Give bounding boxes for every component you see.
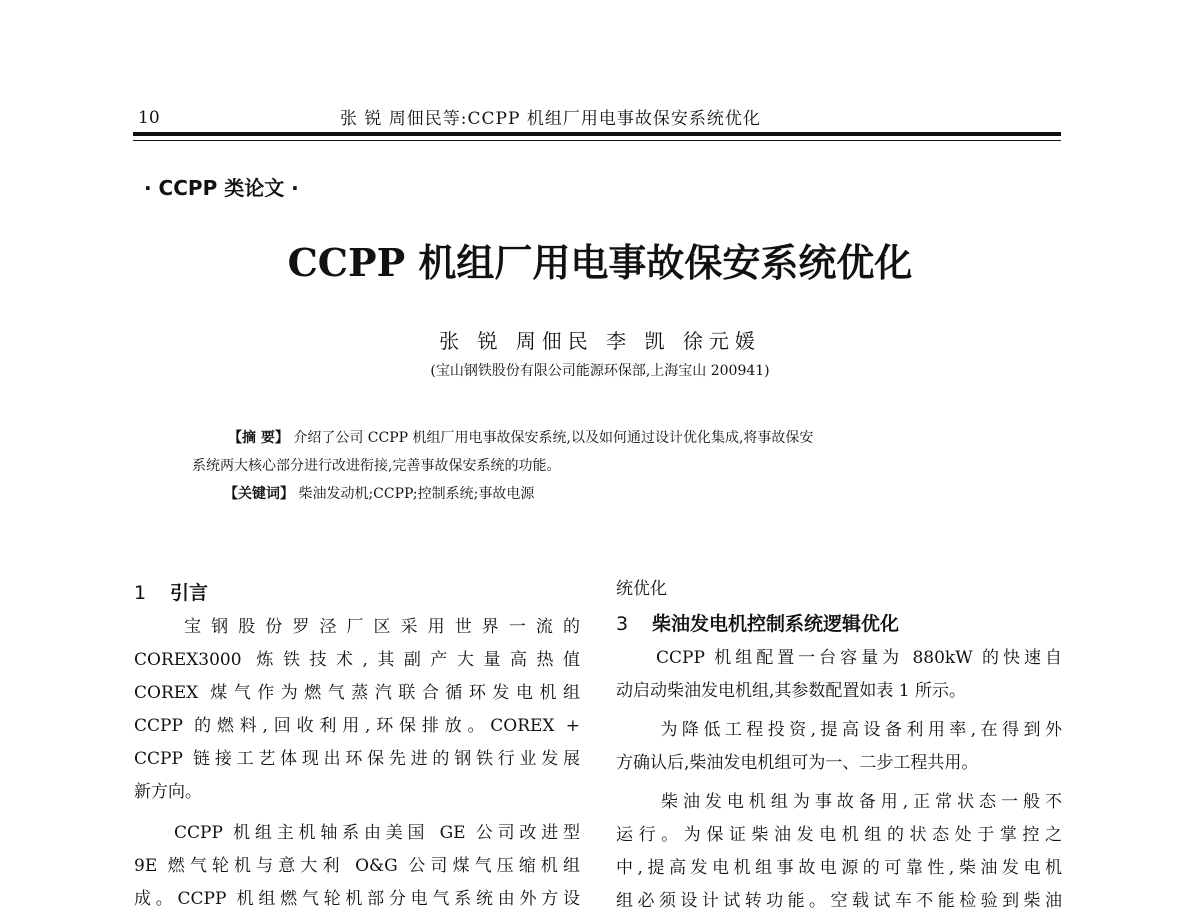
section-number: 3 — [616, 613, 629, 635]
column-label: · CCPP 类论文 · — [144, 176, 299, 200]
paragraph — [134, 817, 580, 916]
paragraph — [616, 786, 1062, 918]
paper-title: CCPP 机组厂用电事故保安系统优化 — [287, 240, 913, 285]
left-column — [134, 575, 580, 916]
header-rule-thick — [133, 132, 1061, 136]
section-title: 引言 — [170, 582, 209, 604]
text-line: CCPP 链接工艺体现出环保先进的钢铁行业发展 — [134, 749, 580, 769]
section-number: 1 — [134, 582, 147, 604]
text-line: 统优化 — [616, 579, 667, 599]
right-column — [616, 573, 1062, 918]
header-rule-thin — [133, 140, 1061, 141]
text-line: 中,提高发电机组事故电源的可靠性,柴油发电机 — [616, 858, 1062, 878]
section-title: 柴油发电机控制系统逻辑优化 — [652, 613, 900, 635]
text-line: 运行。为保证柴油发电机组的状态处于掌控之 — [616, 825, 1062, 845]
section-heading-3 — [616, 606, 1062, 642]
text-line: 为降低工程投资,提高设备利用率,在得到外 — [656, 720, 1062, 740]
keywords — [224, 483, 534, 503]
text-line: CCPP 机组配置一台容量为 880kW 的快速自 — [656, 648, 1062, 668]
paragraph — [616, 642, 1062, 708]
text-line: 宝钢股份罗泾厂区采用世界一流的 — [174, 617, 580, 637]
text-line: CCPP 机组主机轴系由美国 GE 公司改进型 — [174, 823, 580, 843]
keywords-label: 【关键词】 — [224, 486, 294, 502]
page-number: 10 — [138, 108, 160, 128]
abstract-text-line2: 系统两大核心部分进行改进衔接,完善事故保安系统的功能。 — [192, 458, 561, 474]
text-line: COREX 煤气作为燃气蒸汽联合循环发电机组 — [134, 683, 580, 703]
section-heading-1 — [134, 575, 580, 611]
text-line: 9E 燃气轮机与意大利 O&G 公司煤气压缩机组 — [134, 856, 580, 876]
text-line: 动启动柴油发电机组,其参数配置如表 1 所示。 — [616, 681, 967, 701]
text-line: 新方向。 — [134, 782, 202, 802]
text-line: 成。CCPP 机组燃气轮机部分电气系统由外方设 — [134, 889, 580, 909]
text-line: 方确认后,柴油发电机组可为一、二步工程共用。 — [616, 753, 979, 773]
paragraph — [134, 611, 580, 809]
affiliation: (宝山钢铁股份有限公司能源环保部,上海宝山 200941) — [430, 363, 770, 379]
text-line: COREX3000 炼铁技术,其副产大量高热值 — [134, 650, 580, 670]
keywords-text: 柴油发动机;CCPP;控制系统;事故电源 — [298, 486, 535, 502]
abstract-text-line1: 介绍了公司 CCPP 机组厂用电事故保安系统,以及如何通过设计优化集成,将事故保安 — [293, 430, 814, 446]
text-line: 柴油发电机组为事故备用,正常状态一般不 — [656, 792, 1062, 812]
authors: 张 锐 周佃民 李 凯 徐元媛 — [439, 329, 761, 353]
text-line: 组必须设计试转功能。空载试车不能检验到柴油 — [616, 891, 1062, 911]
paragraph — [616, 714, 1062, 780]
abstract — [192, 424, 1012, 480]
running-title: 张 锐 周佃民等:CCPP 机组厂用电事故保安系统优化 — [340, 109, 761, 129]
text-line: CCPP 的燃料,回收利用,环保排放。COREX + — [134, 716, 580, 736]
abstract-label: 【摘 要】 — [228, 430, 289, 446]
